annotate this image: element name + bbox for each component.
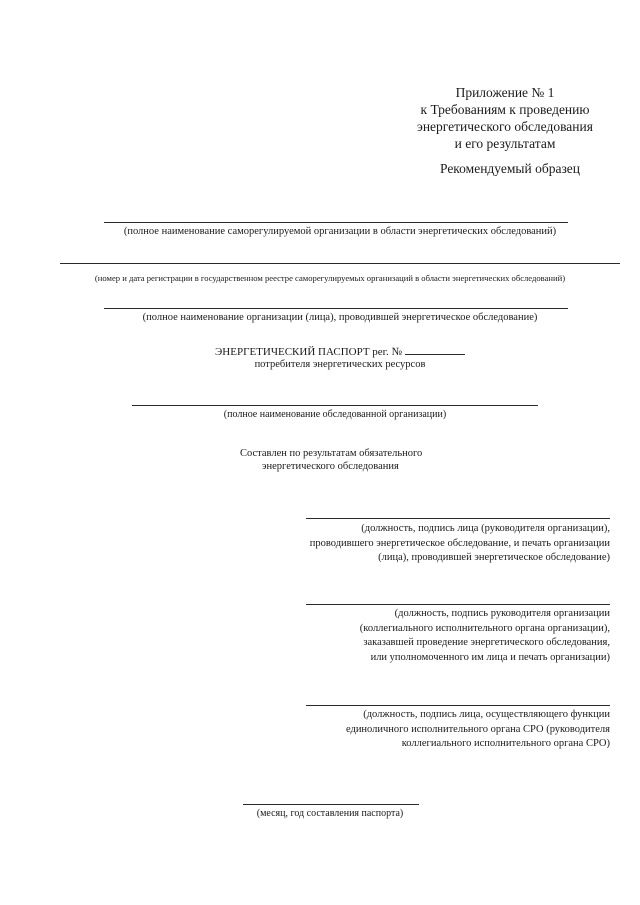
sro-caption-line-2: единоличного исполнительного органа СРО (руководителя <box>345 723 610 735</box>
registration-number-blank <box>405 344 465 355</box>
passport-title-text: ЭНЕРГЕТИЧЕСКИЙ ПАСПОРТ рег. № <box>215 346 402 358</box>
auditor-caption-line-1: (должность, подпись лица (руководителя организации), <box>361 523 610 534</box>
auditor-signature-caption <box>310 522 610 566</box>
recommended-sample-label: Рекомендуемый образец <box>439 161 580 176</box>
date-line <box>243 804 419 805</box>
sro-signature-caption <box>346 708 610 752</box>
appendix-line-3: энергетического обследования <box>417 119 593 134</box>
appendix-line-4: и его результатам <box>454 136 556 151</box>
registration-line <box>60 263 620 264</box>
customer-caption-line-3: заказавшей проведение энергетического обследования, <box>363 637 610 648</box>
customer-signature-line <box>306 604 610 605</box>
customer-caption-line-4: или уполномоченного им лица и печать организации) <box>370 651 610 663</box>
sro-signature-line <box>306 705 610 706</box>
auditor-name-caption: (полное наименование организации (лица), проводившей энергетическое обследование) <box>142 312 538 323</box>
appendix-header <box>390 84 620 152</box>
compiled-line-2: энергетического обследования <box>262 461 399 472</box>
sro-caption-line-1: (должность, подпись лица, осуществляющего функции <box>363 709 610 720</box>
sro-name-caption: (полное наименование саморегулируемой организации в области энергетических обследований) <box>123 226 557 237</box>
surveyed-org-caption: (полное наименование обследованной организации) <box>223 409 447 420</box>
customer-caption-line-1: (должность, подпись руководителя организации <box>394 608 610 619</box>
auditor-caption-line-2: проводившего энергетическое обследование, и печать организации <box>309 537 610 549</box>
sro-name-line <box>104 222 568 223</box>
passport-title <box>140 344 540 359</box>
appendix-line-2: к Требованиям к проведению <box>420 102 590 117</box>
appendix-number: Приложение № 1 <box>455 85 555 100</box>
auditor-name-line <box>104 308 568 309</box>
surveyed-org-line <box>132 405 538 406</box>
registration-caption: (номер и дата регистрации в государственном реестре саморегулируемых организаций в области энергетических обследований) <box>94 273 566 283</box>
sro-caption-line-3: коллегиального исполнительного органа СРО) <box>401 738 610 749</box>
customer-signature-caption <box>360 607 610 665</box>
passport-subtitle: потребителя энергетических ресурсов <box>254 359 426 370</box>
date-caption: (месяц, год составления паспорта) <box>256 808 404 819</box>
auditor-caption-line-3: (лица), проводившей энергетическое обследование) <box>378 552 610 563</box>
compiled-line-1: Составлен по результатам обязательного <box>240 448 423 459</box>
auditor-signature-line <box>306 518 610 519</box>
compiled-note <box>240 447 422 473</box>
customer-caption-line-2: (коллегиального исполнительного органа организации), <box>359 622 610 634</box>
